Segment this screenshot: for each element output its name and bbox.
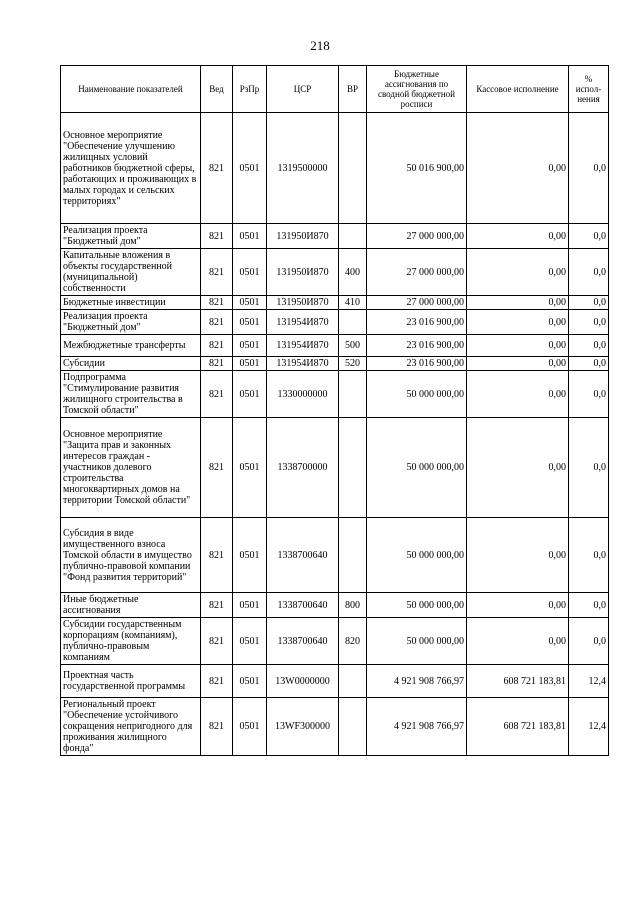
row-percent: 0,0 — [569, 418, 609, 518]
row-name: Региональный проект "Обеспечение устойчивого сокращения непригодного для проживания жилищного фонда" — [61, 698, 201, 756]
row-cash-execution: 608 721 183,81 — [467, 698, 569, 756]
row-percent: 0,0 — [569, 249, 609, 296]
row-vr: 820 — [339, 618, 367, 665]
row-assignments: 27 000 000,00 — [367, 224, 467, 249]
row-rzpr: 0501 — [233, 518, 267, 593]
row-cash-execution: 0,00 — [467, 310, 569, 335]
row-percent: 0,0 — [569, 371, 609, 418]
row-csr: 1338700000 — [267, 418, 339, 518]
row-csr: 131950И870 — [267, 224, 339, 249]
row-vr — [339, 698, 367, 756]
row-ved: 821 — [201, 593, 233, 618]
row-ved: 821 — [201, 371, 233, 418]
header-rzpr: РзПр — [233, 66, 267, 113]
row-assignments: 4 921 908 766,97 — [367, 698, 467, 756]
header-assignments: Бюджетные ассигнования по сводной бюджетной росписи — [367, 66, 467, 113]
header-percent: % испол- нения — [569, 66, 609, 113]
header-name: Наименование показателей — [61, 66, 201, 113]
row-rzpr: 0501 — [233, 113, 267, 224]
row-rzpr: 0501 — [233, 371, 267, 418]
row-percent: 0,0 — [569, 518, 609, 593]
row-assignments: 50 000 000,00 — [367, 618, 467, 665]
row-rzpr: 0501 — [233, 310, 267, 335]
row-cash-execution: 0,00 — [467, 518, 569, 593]
row-name: Проектная часть государственной программы — [61, 665, 201, 698]
row-csr: 1319500000 — [267, 113, 339, 224]
table-body — [61, 113, 609, 756]
row-vr — [339, 518, 367, 593]
row-ved: 821 — [201, 698, 233, 756]
row-vr — [339, 371, 367, 418]
row-csr: 131954И870 — [267, 310, 339, 335]
row-name: Иные бюджетные ассигнования — [61, 593, 201, 618]
row-csr: 131950И870 — [267, 249, 339, 296]
row-rzpr: 0501 — [233, 618, 267, 665]
page-number: 218 — [310, 38, 330, 53]
row-percent: 0,0 — [569, 593, 609, 618]
table-header-row — [61, 66, 609, 113]
table-row — [61, 593, 609, 618]
row-cash-execution: 0,00 — [467, 418, 569, 518]
header-ved: Вед — [201, 66, 233, 113]
row-csr: 131954И870 — [267, 335, 339, 357]
row-name: Реализация проекта "Бюджетный дом" — [61, 310, 201, 335]
row-cash-execution: 0,00 — [467, 618, 569, 665]
row-assignments: 27 000 000,00 — [367, 249, 467, 296]
row-vr — [339, 665, 367, 698]
row-percent: 0,0 — [569, 357, 609, 371]
row-vr: 400 — [339, 249, 367, 296]
row-vr: 800 — [339, 593, 367, 618]
row-rzpr: 0501 — [233, 593, 267, 618]
row-rzpr: 0501 — [233, 335, 267, 357]
row-assignments: 50 000 000,00 — [367, 518, 467, 593]
row-assignments: 4 921 908 766,97 — [367, 665, 467, 698]
row-ved: 821 — [201, 224, 233, 249]
table-row — [61, 371, 609, 418]
row-percent: 0,0 — [569, 296, 609, 310]
row-assignments: 23 016 900,00 — [367, 310, 467, 335]
table-row — [61, 224, 609, 249]
row-percent: 0,0 — [569, 113, 609, 224]
row-assignments: 23 016 900,00 — [367, 335, 467, 357]
row-csr: 131950И870 — [267, 296, 339, 310]
row-csr: 13WF300000 — [267, 698, 339, 756]
row-rzpr: 0501 — [233, 418, 267, 518]
row-cash-execution: 0,00 — [467, 335, 569, 357]
row-rzpr: 0501 — [233, 296, 267, 310]
row-percent: 0,0 — [569, 310, 609, 335]
row-percent: 0,0 — [569, 224, 609, 249]
row-ved: 821 — [201, 518, 233, 593]
row-assignments: 23 016 900,00 — [367, 357, 467, 371]
row-vr: 500 — [339, 335, 367, 357]
row-assignments: 50 000 000,00 — [367, 593, 467, 618]
row-name: Основное мероприятие "Обеспечение улучшению жилищных условий работников бюджетной сферы, работающих и проживающих в малых городах и сельских территориях" — [61, 113, 201, 224]
row-vr — [339, 113, 367, 224]
row-rzpr: 0501 — [233, 249, 267, 296]
row-name: Субсидия в виде имущественного взноса Томской области в имущество публично-правовой компании "Фонд развития территорий" — [61, 518, 201, 593]
row-csr: 131954И870 — [267, 357, 339, 371]
row-vr — [339, 224, 367, 249]
table-row — [61, 113, 609, 224]
budget-table — [60, 65, 609, 756]
row-cash-execution: 608 721 183,81 — [467, 665, 569, 698]
row-vr: 410 — [339, 296, 367, 310]
row-name: Подпрограмма "Стимулирование развития жилищного строительства в Томской области" — [61, 371, 201, 418]
row-name: Субсидии государственным корпорациям (компаниям), публично-правовым компаниям — [61, 618, 201, 665]
table-row — [61, 357, 609, 371]
row-percent: 12,4 — [569, 698, 609, 756]
row-assignments: 50 000 000,00 — [367, 371, 467, 418]
row-percent: 12,4 — [569, 665, 609, 698]
row-cash-execution: 0,00 — [467, 113, 569, 224]
row-vr — [339, 310, 367, 335]
table-row — [61, 418, 609, 518]
row-csr: 13W0000000 — [267, 665, 339, 698]
row-vr: 520 — [339, 357, 367, 371]
row-assignments: 50 000 000,00 — [367, 418, 467, 518]
table-row — [61, 249, 609, 296]
header-vr: ВР — [339, 66, 367, 113]
row-csr: 1338700640 — [267, 518, 339, 593]
row-cash-execution: 0,00 — [467, 593, 569, 618]
row-ved: 821 — [201, 418, 233, 518]
row-cash-execution: 0,00 — [467, 249, 569, 296]
row-ved: 821 — [201, 618, 233, 665]
row-rzpr: 0501 — [233, 224, 267, 249]
row-csr: 1330000000 — [267, 371, 339, 418]
row-cash-execution: 0,00 — [467, 224, 569, 249]
row-vr — [339, 418, 367, 518]
row-percent: 0,0 — [569, 618, 609, 665]
table-row — [61, 618, 609, 665]
table-row — [61, 518, 609, 593]
row-rzpr: 0501 — [233, 665, 267, 698]
table-row — [61, 698, 609, 756]
table-row — [61, 665, 609, 698]
row-name: Субсидии — [61, 357, 201, 371]
row-rzpr: 0501 — [233, 357, 267, 371]
row-ved: 821 — [201, 113, 233, 224]
row-assignments: 27 000 000,00 — [367, 296, 467, 310]
row-cash-execution: 0,00 — [467, 371, 569, 418]
row-name: Межбюджетные трансферты — [61, 335, 201, 357]
row-percent: 0,0 — [569, 335, 609, 357]
row-rzpr: 0501 — [233, 698, 267, 756]
row-ved: 821 — [201, 335, 233, 357]
row-ved: 821 — [201, 310, 233, 335]
row-name: Бюджетные инвестиции — [61, 296, 201, 310]
table-row — [61, 296, 609, 310]
row-name: Основное мероприятие "Защита прав и законных интересов граждан - участников долевого строительства многоквартирных домов на территории Томской области" — [61, 418, 201, 518]
row-csr: 1338700640 — [267, 618, 339, 665]
header-csr: ЦСР — [267, 66, 339, 113]
row-cash-execution: 0,00 — [467, 296, 569, 310]
table-row — [61, 310, 609, 335]
table-row — [61, 335, 609, 357]
row-ved: 821 — [201, 665, 233, 698]
row-assignments: 50 016 900,00 — [367, 113, 467, 224]
row-ved: 821 — [201, 296, 233, 310]
header-cash-execution: Кассовое исполнение — [467, 66, 569, 113]
row-ved: 821 — [201, 357, 233, 371]
row-csr: 1338700640 — [267, 593, 339, 618]
row-name: Капитальные вложения в объекты государственной (муниципальной) собственности — [61, 249, 201, 296]
row-cash-execution: 0,00 — [467, 357, 569, 371]
row-name: Реализация проекта "Бюджетный дом" — [61, 224, 201, 249]
row-ved: 821 — [201, 249, 233, 296]
